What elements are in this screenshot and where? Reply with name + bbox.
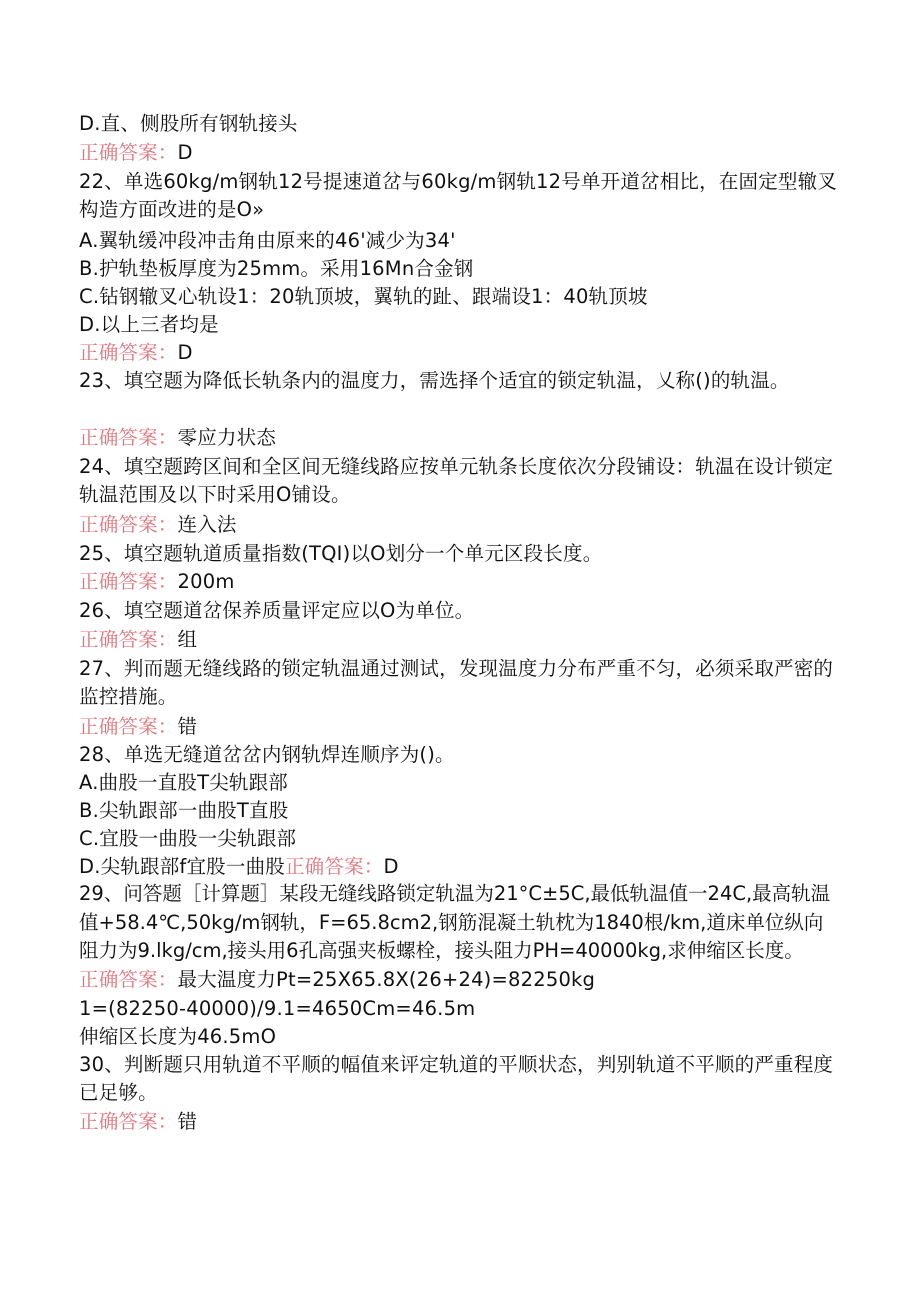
answer-value: D — [177, 341, 193, 364]
answer-line-q26 — [79, 626, 197, 654]
answer-line-q23 — [79, 424, 276, 452]
option-b-q22: B.护轨垫板厚度为25mm。采用16Mn合金钢 — [79, 257, 474, 280]
option-d-q28-with-answer — [79, 853, 399, 881]
question-29: 29、问答题［计算题］某段无缝线路锁定轨温为21°C±5C,最低轨温值一24C,最高轨温值+58.4℃,50kg/m钢轨，F=65.8cm2,钢筋混凝土轨枕为1840根/km,道床单位纵向阻力为9.lkg/cm,接头用6孔高强夹板螺栓，接头阻力PH=40000kg,求伸缩区长度。 — [79, 882, 831, 962]
answer-value: 错 — [177, 1110, 198, 1133]
answer-line-q27 — [79, 713, 197, 741]
answer-value: 连入法 — [177, 513, 237, 536]
answer-label: 正确答案： — [79, 968, 178, 991]
option-a-q22: A.翼轨缓冲段冲击角由原来的46'减少为34' — [79, 229, 456, 252]
answer-line-q22 — [79, 339, 193, 367]
answer-value: 最大温度力Pt=25X65.8X(26+24)=82250kg — [177, 968, 596, 991]
answer-value: 200m — [177, 570, 235, 593]
option-c-q28: C.宜股一曲股一尖轨跟部 — [79, 827, 297, 850]
question-28: 28、单选无缝道岔岔内钢轨焊连顺序为()。 — [79, 743, 455, 766]
option-b-q28: B.尖轨跟部一曲股T直股 — [79, 799, 289, 822]
option-a-q28: A.曲股一直股T尖轨跟部 — [79, 771, 289, 794]
answer-value: 组 — [177, 628, 198, 651]
answer-label: 正确答案： — [79, 513, 178, 536]
answer-label: 正确答案： — [79, 426, 178, 449]
answer-value: 错 — [177, 715, 198, 738]
answer-label: 正确答案： — [79, 1110, 178, 1133]
answer-label: 正确答案： — [79, 341, 178, 364]
question-22: 22、单选60kg/m钢轨12号提速道岔与60kg/m钢轨12号单开道岔相比，在固定型辙叉构造方面改进的是O» — [79, 170, 838, 221]
answer-line-q21 — [79, 139, 193, 167]
calc-line-1: 1=(82250-40000)/9.1=4650Cm=46.5m — [79, 997, 476, 1020]
answer-label: 正确答案： — [79, 715, 178, 738]
answer-label: 正确答案： — [79, 141, 178, 164]
question-25: 25、填空题轨道质量指数(TQI)以O划分一个单元区段长度。 — [79, 542, 603, 565]
option-d-q22: D.以上三者均是 — [79, 313, 219, 336]
answer-value: D — [383, 855, 399, 878]
option-d-q21: D.直、侧股所有钢轨接头 — [79, 112, 298, 135]
option-text: D.尖轨跟部f宜股一曲股 — [79, 855, 285, 878]
answer-label: 正确答案： — [79, 570, 178, 593]
option-c-q22: C.钻钢辙叉心轨设1：20轨顶坡，翼轨的趾、跟端设1：40轨顶坡 — [79, 285, 648, 308]
question-23: 23、填空题为降低长轨条内的温度力，需选择个适宜的锁定轨温，乂称()的轨温。 — [79, 369, 790, 392]
answer-line-q25 — [79, 568, 235, 596]
answer-line-q24 — [79, 511, 237, 539]
answer-line-q29 — [79, 966, 595, 994]
question-24: 24、填空题跨区间和全区间无缝线路应按单元轨条长度依次分段铺设：轨温在设计锁定轨温范围及以下时采用O铺设。 — [79, 455, 834, 506]
answer-value: D — [177, 141, 193, 164]
answer-value: 零应力状态 — [177, 426, 277, 449]
answer-label: 正确答案： — [79, 628, 178, 651]
question-30: 30、判断题只用轨道不平顺的幅值来评定轨道的平顺状态，判别轨道不平顺的严重程度已足够。 — [79, 1053, 834, 1104]
answer-label: 正确答案： — [284, 855, 384, 878]
answer-line-q30 — [79, 1108, 197, 1136]
calc-line-2: 伸缩区长度为46.5mO — [79, 1025, 277, 1048]
question-26: 26、填空题道岔保养质量评定应以O为单位。 — [79, 599, 475, 622]
question-27: 27、判而题无缝线路的锁定轨温通过测试，发现温度力分布严重不匀，必须采取严密的监控措施。 — [79, 657, 834, 708]
